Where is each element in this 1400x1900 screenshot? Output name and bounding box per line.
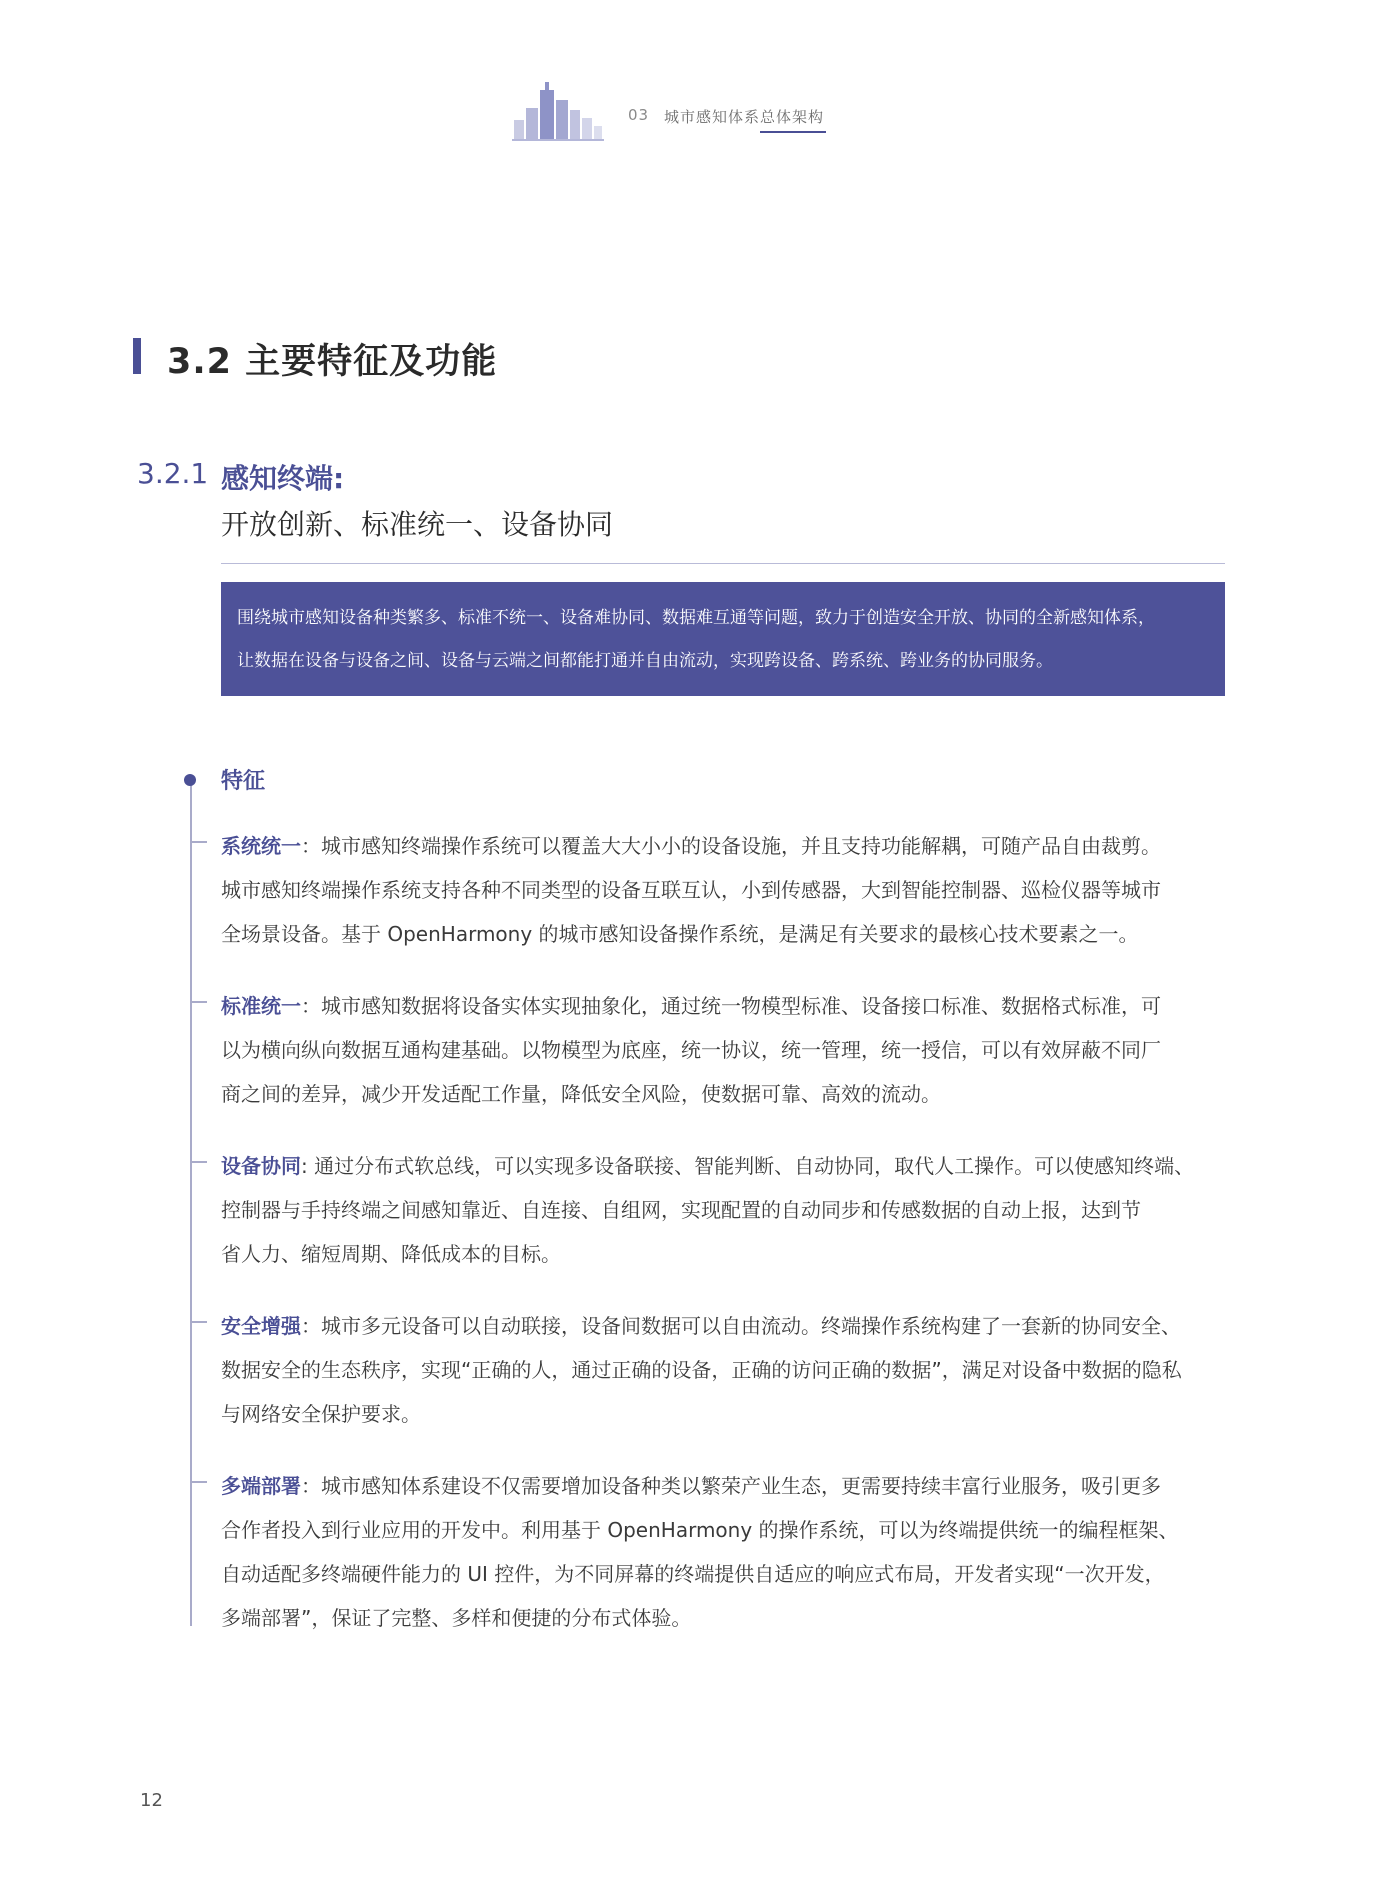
feature-line: 城市感知终端操作系统支持各种不同类型的设备互联互认，小到传感器，大到智能控制器、巡检仪器等城市 (221, 878, 1161, 902)
subsection-title: 感知终端: (221, 462, 345, 495)
feature-label: 标准统一 (221, 994, 301, 1018)
feature-item-system-unification (221, 824, 1231, 956)
feature-label: 系统统一 (221, 834, 301, 858)
divider (221, 563, 1225, 564)
summary-line: 让数据在设备与设备之间、设备与云端之间都能打通并自由流动，实现跨设备、跨系统、跨业务的协同服务。 (237, 651, 1053, 671)
chapter-title: 城市感知体系总体架构 (664, 108, 825, 126)
feature-line (221, 824, 1231, 868)
summary-line: 围绕城市感知设备种类繁多、标准不统一、设备难协同、数据难互通等问题，致力于创造安全开放、协同的全新感知体系， (237, 608, 1155, 628)
feature-item-device-collaboration (221, 1144, 1231, 1276)
summary-box (221, 582, 1225, 696)
timeline-line (190, 780, 192, 1626)
timeline-tick (191, 1001, 207, 1003)
feature-text: ：城市多元设备可以自动联接，设备间数据可以自由流动。终端操作系统构建了一套新的协同安全、 (301, 1314, 1181, 1338)
feature-line: 全场景设备。基于 OpenHarmony 的城市感知设备操作系统，是满足有关要求的最核心技术要素之一。 (221, 922, 1139, 946)
feature-label: 设备协同 (221, 1154, 301, 1178)
feature-label: 安全增强 (221, 1314, 301, 1338)
subsection-subtitle: 开放创新、标准统一、设备协同 (221, 508, 614, 541)
timeline-bullet-icon (184, 774, 196, 786)
feature-text: ：城市感知终端操作系统可以覆盖大大小小的设备设施，并且支持功能解耦，可随产品自由裁剪。 (301, 834, 1161, 858)
feature-line (221, 984, 1231, 1028)
feature-line: 数据安全的生态秩序，实现“正确的人，通过正确的设备，正确的访问正确的数据”，满足对设备中数据的隐私 (221, 1358, 1182, 1382)
feature-line (221, 1144, 1231, 1188)
page-number: 12 (140, 1790, 163, 1811)
chapter-number: 03 (628, 106, 650, 124)
feature-text: ：城市感知体系建设不仅需要增加设备种类以繁荣产业生态，更需要持续丰富行业服务，吸引更多 (301, 1474, 1161, 1498)
feature-label: 多端部署 (221, 1474, 301, 1498)
timeline-tick (191, 1161, 207, 1163)
feature-line: 以为横向纵向数据互通构建基础。以物模型为底座，统一协议，统一管理，统一授信，可以有效屏蔽不同厂 (221, 1038, 1161, 1062)
header-underline (760, 131, 826, 133)
feature-line: 与网络安全保护要求。 (221, 1402, 421, 1426)
feature-line: 商之间的差异，减少开发适配工作量，降低安全风险，使数据可靠、高效的流动。 (221, 1082, 941, 1106)
city-skyline-icon (512, 80, 604, 142)
feature-item-security-enhancement (221, 1304, 1231, 1436)
features-heading: 特征 (221, 769, 266, 794)
timeline-tick (191, 1321, 207, 1323)
subsection-number: 3.2.1 (137, 457, 209, 490)
feature-line (221, 1464, 1231, 1508)
feature-line: 合作者投入到行业应用的开发中。利用基于 OpenHarmony 的操作系统，可以为终端提供统一的编程框架、 (221, 1518, 1179, 1542)
section-heading: 3.2 主要特征及功能 (167, 342, 498, 382)
feature-text: : 通过分布式软总线，可以实现多设备联接、智能判断、自动协同，取代人工操作。可以使感知终端、 (301, 1154, 1195, 1178)
timeline-tick (191, 841, 207, 843)
section-accent-bar (133, 338, 141, 374)
feature-text: ：城市感知数据将设备实体实现抽象化，通过统一物模型标准、设备接口标准、数据格式标准，可 (301, 994, 1161, 1018)
feature-line: 自动适配多终端硬件能力的 UI 控件，为不同屏幕的终端提供自适应的响应式布局，开发者实现“一次开发， (221, 1562, 1165, 1586)
feature-line: 省人力、缩短周期、降低成本的目标。 (221, 1242, 561, 1266)
feature-line: 多端部署”，保证了完整、多样和便捷的分布式体验。 (221, 1606, 692, 1630)
feature-line (221, 1304, 1231, 1348)
feature-line: 控制器与手持终端之间感知靠近、自连接、自组网，实现配置的自动同步和传感数据的自动上报，达到节 (221, 1198, 1141, 1222)
timeline-tick (191, 1481, 207, 1483)
feature-item-standard-unification (221, 984, 1231, 1116)
feature-item-multi-device-deployment (221, 1464, 1231, 1640)
